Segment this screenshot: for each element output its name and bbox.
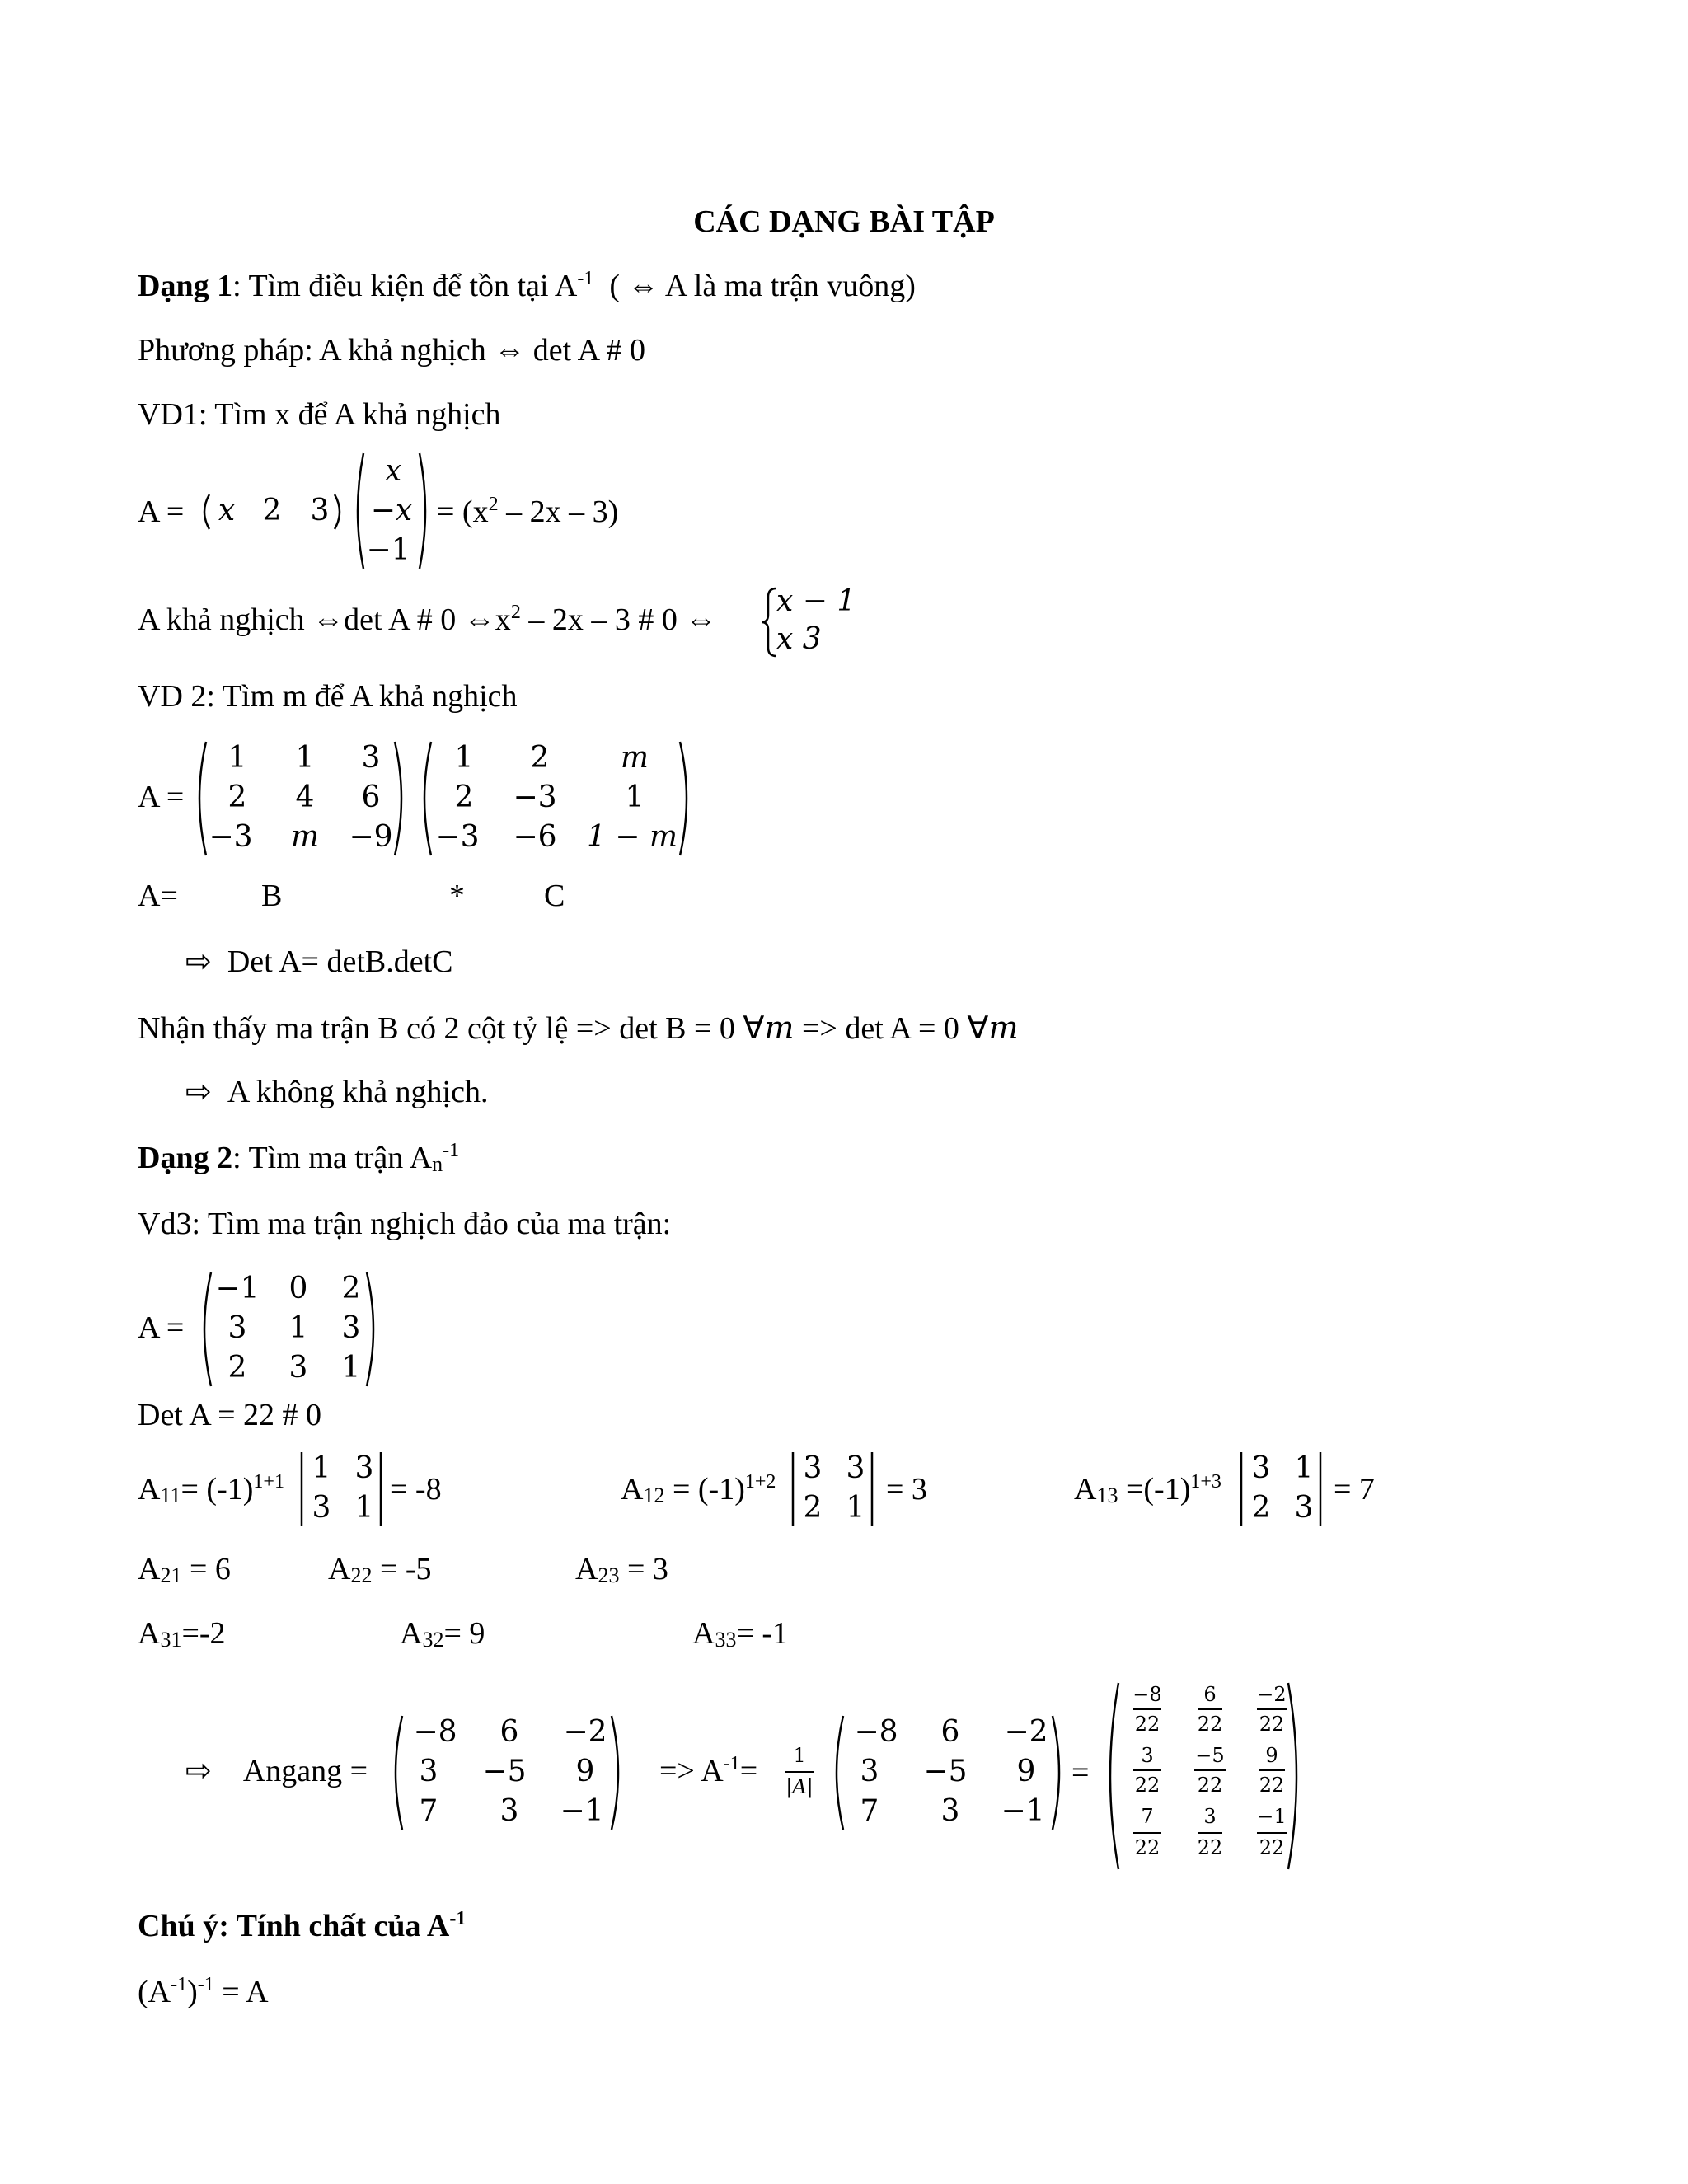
cofactor-a22 (328, 1554, 432, 1585)
cof-sub: 31 (160, 1628, 182, 1652)
cofactor-a12-result: = 3 (886, 1472, 927, 1507)
dang1-text: : Tìm điều kiện để tồn tại A (232, 269, 578, 303)
label-A: A= (138, 879, 178, 913)
cof-sub: 32 (422, 1628, 444, 1652)
cof-sup: 1+2 (744, 1471, 776, 1493)
matrix-cell: −2 (1004, 1715, 1048, 1749)
matrix-cell: 6 (499, 1715, 519, 1749)
arrow-right-icon: ⇨ (185, 1075, 212, 1109)
implies-eq: = (739, 1754, 758, 1788)
cofactor-a31 (138, 1616, 226, 1652)
vd3-a-eq: A = (138, 1310, 185, 1345)
label-C: C (544, 879, 565, 913)
cof-mid: = (-1) (181, 1472, 254, 1507)
cof-sub: 13 (1096, 1483, 1118, 1507)
cof-pre: A (692, 1616, 715, 1651)
cof-sub: 33 (715, 1628, 737, 1652)
vd1-condition (138, 604, 716, 635)
cof-sup: 1+3 (1190, 1471, 1221, 1493)
det-cell: 3 (1294, 1491, 1314, 1525)
matrix-cell: −5 (923, 1755, 968, 1788)
matrix-B (191, 740, 410, 857)
angang-label-text: Angang = (242, 1754, 368, 1788)
matrix-adjugate (828, 1714, 1067, 1831)
dang1-sup: -1 (577, 268, 594, 289)
cof-mid: =(-1) (1118, 1472, 1191, 1507)
cof-pre: A (138, 1552, 161, 1586)
det-a13 (1238, 1451, 1325, 1528)
vd1-col-cell: x (384, 454, 402, 488)
vd1-result-sup: 2 (488, 494, 499, 515)
vd1-cond-end: – 2x – 3 # 0 ⇔ (520, 602, 717, 637)
matrix-cell: 3 (227, 1311, 247, 1345)
matrix-cell: 1 (341, 1351, 361, 1385)
matrix-cell: −1 (215, 1272, 260, 1305)
vd1-system (758, 584, 882, 658)
cof-pre: A (400, 1616, 423, 1651)
angang-label (185, 1755, 368, 1787)
matrix-inverse (1100, 1681, 1306, 1871)
cof-mid: = (-1) (664, 1472, 745, 1507)
matrix-cell: 6 (361, 780, 381, 814)
vd2-note (138, 1012, 1018, 1044)
matrix-cell: 4 (295, 780, 315, 814)
cof-res: = -5 (372, 1552, 432, 1586)
label-B: B (261, 879, 283, 913)
frac-den: 22 (1197, 1713, 1223, 1736)
vd2-note-mid: => det A = 0 ∀ (794, 1011, 989, 1046)
frac-den: 22 (1259, 1713, 1285, 1736)
matrix-cell: 3 (860, 1755, 879, 1788)
cof-res: = -1 (736, 1616, 789, 1651)
matrix-cell: 7 (419, 1794, 438, 1828)
dang1-line (138, 270, 916, 302)
matrix-cell: 1 (625, 780, 645, 814)
matrix-cell: −1 (560, 1794, 604, 1828)
chu-y-text: Chú ý: Tính chất của A (138, 1909, 450, 1943)
matrix-cell: 9 (1016, 1755, 1036, 1788)
vd1-row-cell: 2 (262, 494, 282, 527)
prop-part: ) (187, 1975, 198, 2009)
cofactor-a23 (575, 1554, 668, 1585)
vd2-note-text: Nhận thấy ma trận B có 2 cột tỷ lệ => det B = 0 ∀ (138, 1011, 765, 1046)
vd1-cond-sup: 2 (510, 602, 521, 623)
det-cell: 3 (1251, 1451, 1271, 1485)
matrix-cell: −8 (854, 1715, 898, 1749)
matrix-cell: 9 (575, 1755, 595, 1788)
cof-sub: 11 (160, 1483, 181, 1507)
matrix-cell: −1 (1001, 1794, 1045, 1828)
frac-num: 3 (1203, 1805, 1217, 1828)
dang1-label: Dạng 1 (138, 269, 233, 303)
vd1-heading: VD1: Tìm x để A khả nghịch (138, 397, 501, 432)
vd3-heading: Vd3: Tìm ma trận nghịch đảo của ma trận: (138, 1207, 672, 1241)
matrix-cell: 2 (454, 780, 474, 814)
frac-num: 6 (1203, 1683, 1217, 1706)
cofactor-a12 (621, 1471, 776, 1507)
vd2-conclusion (185, 1076, 488, 1108)
matrix-cell: 3 (499, 1794, 519, 1828)
det-cell: 3 (803, 1451, 823, 1485)
matrix-cell: 3 (419, 1755, 438, 1788)
cofactor-a11-result: = -8 (390, 1472, 442, 1507)
cof-sub: 12 (643, 1483, 665, 1507)
property-1 (138, 1976, 269, 2008)
vd1-cond-text: A khả nghịch ⇔det A # 0 ⇔x (138, 602, 511, 637)
fraction-1-over-detA (781, 1746, 818, 1803)
fraction-bars (1100, 1681, 1306, 1871)
dang2-sup: -1 (443, 1140, 460, 1161)
matrix-cell: 7 (860, 1794, 879, 1828)
det-cell: 1 (312, 1451, 331, 1485)
det-cell: 3 (846, 1451, 865, 1485)
system-line-1: x − 1 (776, 584, 856, 618)
cofactor-a21 (138, 1554, 231, 1585)
vd2-heading: VD 2: Tìm m để A khả nghịch (138, 679, 518, 714)
vd1-col-vector (350, 452, 433, 570)
cofactor-a32 (400, 1616, 485, 1652)
vd1-row-vector (198, 493, 346, 531)
matrix-cell: −5 (482, 1755, 527, 1788)
matrix-cell: 2 (530, 741, 550, 775)
frac-num: −2 (1257, 1683, 1287, 1706)
cof-pre: A (138, 1472, 161, 1507)
vd1-col-cell: −1 (366, 533, 410, 567)
implies-inverse (659, 1755, 757, 1787)
cof-pre: A (621, 1472, 644, 1507)
matrix-cell: 3 (940, 1794, 960, 1828)
matrix-cell: 2 (341, 1272, 361, 1305)
frac-num: −1 (1257, 1805, 1287, 1828)
matrix-cell: −9 (349, 820, 393, 854)
matrix-cell: −6 (513, 820, 557, 854)
frac-den: 22 (1259, 1774, 1285, 1797)
cof-pre: A (138, 1616, 161, 1651)
vd2-note-m: m (988, 1010, 1019, 1046)
matrix-cell: −2 (563, 1715, 607, 1749)
prop-sup: -1 (171, 1974, 188, 1995)
prop-part: (A (138, 1975, 171, 2009)
matrix-cell: m (620, 741, 649, 775)
cof-res: = 6 (181, 1552, 231, 1586)
cof-sub: 21 (160, 1563, 182, 1587)
det-cell: 1 (1294, 1451, 1314, 1485)
chu-y-sup: -1 (449, 1908, 467, 1929)
matrix-cell: 1 − m (586, 820, 678, 854)
matrix-cell: −3 (435, 820, 480, 854)
cof-pre: A (1074, 1472, 1097, 1507)
cof-pre: A (328, 1552, 351, 1586)
cof-res: = 9 (443, 1616, 485, 1651)
frac-num: 9 (1265, 1744, 1278, 1767)
vd2-conclusion-text: A không khả nghịch. (227, 1075, 489, 1109)
vd1-result-end: – 2x – 3) (498, 494, 619, 529)
det-line-text: Det A= detB.detC (227, 944, 453, 979)
vd1-result-text: = (x (437, 494, 489, 529)
cofactor-a13 (1074, 1471, 1221, 1507)
page-title: CÁC DẠNG BÀI TẬP (693, 204, 995, 239)
frac-num: 1 (793, 1744, 806, 1767)
vd1-result (437, 496, 618, 527)
phuong-phap: Phương pháp: A khả nghịch ⇔ det A # 0 (138, 333, 645, 368)
cofactor-a33 (692, 1616, 789, 1652)
matrix-cell: 1 (227, 741, 247, 775)
dang2-line (138, 1142, 459, 1174)
chu-y-heading (138, 1910, 466, 1942)
vd1-row-cell: 3 (310, 494, 330, 527)
dang2-text: : Tìm ma trận A (232, 1141, 433, 1175)
cof-res: =-2 (181, 1616, 226, 1651)
det-a11 (298, 1451, 385, 1528)
cof-sub: 22 (350, 1563, 373, 1587)
frac-den: 22 (1134, 1713, 1160, 1736)
vd2-a-eq: A = (138, 780, 185, 814)
frac-den: 22 (1134, 1774, 1160, 1797)
frac-num: −5 (1195, 1744, 1225, 1767)
vd1-a-eq: A = (138, 494, 185, 529)
dang1-paren: ( ⇔ A là ma trận vuông) (609, 269, 916, 303)
matrix-cell: 3 (341, 1311, 361, 1345)
dang2-label: Dạng 2 (138, 1141, 233, 1175)
det-cell: 1 (354, 1491, 374, 1525)
prop-sup: -1 (197, 1974, 214, 1995)
det-a12 (790, 1451, 876, 1528)
arrow-right-icon: ⇨ (185, 944, 212, 979)
cof-res: = 3 (619, 1552, 668, 1586)
det-cell: 1 (846, 1491, 865, 1525)
cof-sup: 1+1 (253, 1471, 284, 1493)
matrix-cell: 1 (295, 741, 315, 775)
frac-den: 22 (1197, 1836, 1223, 1859)
det-cell: 3 (312, 1491, 331, 1525)
prop-part: = A (213, 1975, 269, 2009)
matrix-cell: 3 (361, 741, 381, 775)
cofactor-a13-result: = 7 (1334, 1472, 1375, 1507)
matrix-cell: 2 (227, 1351, 247, 1385)
frac-num: 3 (1141, 1744, 1154, 1767)
frac-den: |A| (785, 1775, 814, 1798)
matrix-cell: −3 (513, 780, 557, 814)
det-a: Det A = 22 # 0 (138, 1398, 322, 1432)
frac-num: 7 (1141, 1805, 1154, 1828)
matrix-cell: 0 (288, 1272, 308, 1305)
matrix-angang (387, 1714, 626, 1831)
frac-num: −8 (1132, 1683, 1162, 1706)
det-cell: 2 (803, 1491, 823, 1525)
system-line-2: x 3 (776, 622, 822, 656)
det-line (185, 946, 453, 977)
vd2-note-m: m (764, 1010, 795, 1046)
arrow-right-icon: ⇨ (185, 1754, 212, 1788)
matrix-cell: −3 (209, 820, 253, 854)
implies-sup: -1 (723, 1753, 740, 1774)
matrix-cell: −8 (413, 1715, 457, 1749)
matrix-cell: 6 (940, 1715, 960, 1749)
cofactor-a11 (138, 1471, 284, 1507)
frac-den: 22 (1197, 1774, 1223, 1797)
dang2-sub: n (432, 1152, 443, 1176)
frac-den: 22 (1134, 1836, 1160, 1859)
matrix-cell: 3 (288, 1351, 308, 1385)
det-cell: 2 (1251, 1491, 1271, 1525)
matrix-cell: 1 (288, 1311, 308, 1345)
matrix-cell: m (290, 820, 320, 854)
frac-den: 22 (1259, 1836, 1285, 1859)
matrix-cell: 1 (454, 741, 474, 775)
det-cell: 3 (354, 1451, 374, 1485)
matrix-C (416, 740, 695, 857)
matrix-cell: 2 (227, 780, 247, 814)
equals-sign: = (1071, 1755, 1090, 1790)
matrix-A (196, 1271, 382, 1388)
vd1-col-cell: −x (370, 494, 413, 527)
cof-sub: 23 (598, 1563, 620, 1587)
implies-text: => A (659, 1754, 724, 1788)
label-star: * (449, 879, 465, 913)
vd1-row-cell: x (218, 494, 236, 527)
cof-pre: A (575, 1552, 598, 1586)
